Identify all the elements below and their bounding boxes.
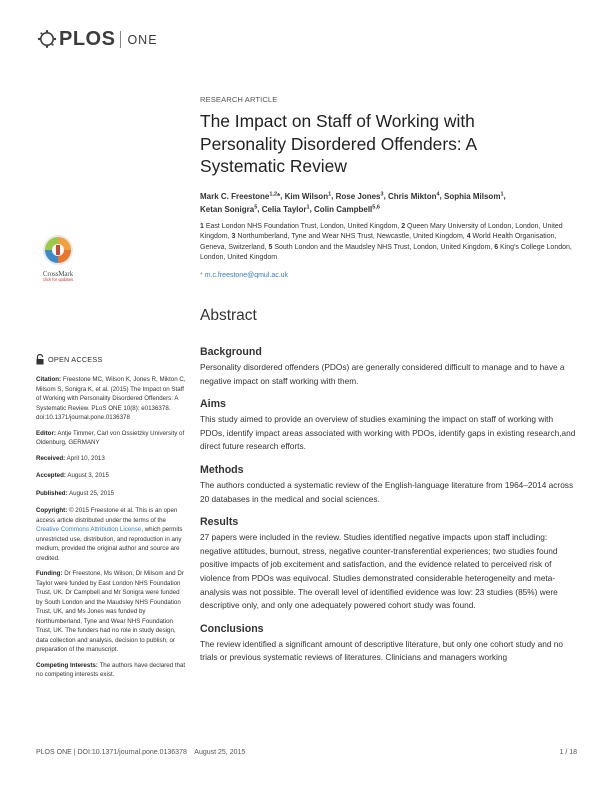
editor-block [36,429,186,448]
funding-text: Dr Freestone, Ms Wilson, Dr Milsom and Dr Taylor were funded by East London NHS Foundation Trust, UK. Dr Campbell and Mr Sonigra were funded by South London and the Maudsley NHS Foundation Trust, UK, and Ms Jones was funded by Northumberland, Tyne and Wear NHS Foundation Trust, UK. The funders had no role in study design, data collection and analysis, decision to publish, or preparation of the manuscript. [36,570,184,653]
section-text: The authors conducted a systematic review of the English-language literature from 1964–2014 across 20 databases in the medical and social sciences. [200,479,574,504]
logo-divider [120,31,121,48]
author-affiliation-sup: 5,6 [372,204,380,211]
copyright-label: Copyright: [36,507,68,514]
plos-logo-icon [36,29,58,49]
author-affiliation-sup: 3 [380,191,384,197]
competing-text: The authors have declared that no competing interests exist. [36,661,186,678]
abstract-section-background [200,346,577,388]
footer-date: August 25, 2015 [194,749,246,756]
received-block [36,454,186,464]
author-name: Chris Mikton [388,191,437,201]
funding-block [36,569,186,655]
affiliation-number: 5 [268,243,273,251]
citation-block [36,375,186,423]
open-access-badge [36,354,103,365]
funding-label: Funding: [36,570,63,577]
abstract-body [200,346,577,665]
crossmark-sublabel: click for updates [42,277,74,282]
author-affiliation-sup: 1 [328,191,332,197]
email-marker: * [200,272,203,279]
accepted-label: Accepted: [36,472,66,479]
author-affiliation-sup: 5 [254,204,258,211]
author [262,205,310,214]
affiliation-text: King's College London, London, United Kingdom [200,243,572,262]
accepted-date: August 3, 2015 [67,472,109,479]
author-name: Colin Campbell [314,204,373,214]
corresponding-email [200,272,577,279]
abstract-section-results [200,516,577,613]
author-name: Kim Wilson [284,191,329,201]
citation-text: Freestone MC, Wilson K, Jones R, Mikton C, Milsom S, Sonigra K, et al. (2015) The Impact on Staff of Working with Personality Disordered Offenders: A Systematic Review. PLoS ONE 10(8): e0136378. doi:10.1371/journal.pone.0136378 [36,376,186,421]
abstract-section-conclusions [200,623,577,665]
received-date: April 10, 2013 [66,454,105,462]
journal-logo [36,27,158,51]
corresponding-mark: * [277,191,281,201]
page-footer [36,749,577,756]
abstract-section-aims [200,398,577,454]
abstract-heading: Abstract [200,307,257,324]
affiliation-text: Queen Mary University of London, London, United Kingdom, [200,223,563,241]
editor-text: Antje Timmer, Carl von Ossietzky University of Oldenburg, GERMANY [36,429,185,446]
affiliation-text: South London and the Maudsley NHS Trust, London, United Kingdom, [272,243,495,251]
affiliation-number: 4 [466,233,471,241]
published-block [36,489,186,499]
author [388,192,440,201]
affiliation-number: 1 [200,223,204,230]
editor-label: Editor: [36,429,56,437]
author [200,205,257,214]
footer-citation: PLOS ONE | DOI:10.1371/journal.pone.0136378 [36,749,187,756]
author-name: Celia Taylor [261,204,307,214]
author [285,192,332,201]
section-heading: Methods [200,463,244,476]
section-text: 27 papers were included in the review. Studies identified negative impacts upon staff including: negative attitudes, burnout, stress, negative counter-transferential experiences; two studies found positive impacts of job excitement and satisfaction, and the evidence related to perceived risk of violence from PDOs was equivocal. Studies demonstrated considerable heterogeneity and meta-analysis was not possible. The overall level of identified evidence was low: 23 studies (85%) were descriptive only, and only one adequately powered cohort study was found. [200,532,558,611]
email-link[interactable]: m.c.freestone@qmul.ac.uk [204,272,289,279]
section-heading: Aims [200,398,226,411]
author [444,192,504,201]
author-affiliation-sup: 1 [306,204,310,211]
crossmark-badge[interactable] [36,234,80,282]
copyright-block [36,506,186,563]
logo-one-text: ONE [127,33,158,47]
page-number: 1 / 18 [559,749,577,756]
published-date: August 25, 2015 [69,489,115,497]
section-text: Personality disordered offenders (PDOs) are generally considered difficult to manage and to have a negative impact on staff working with them. [200,362,565,386]
citation-label: Citation: [36,376,62,383]
crossmark-label: CrossMark [42,271,74,278]
author-name: Ketan Sonigra [200,204,255,214]
article-type-label: RESEARCH ARTICLE [200,95,278,104]
section-heading: Results [200,516,239,529]
copyright-text-1: © 2015 Freestone et al. This is an open access article distributed under the terms of the [36,507,178,524]
copyright-text-2: , which permits unrestricted use, distribution, and reproduction in any medium, provided the original author and source are credited. [36,526,183,562]
logo-plos-text: PLOS [59,27,116,50]
section-heading: Background [200,346,262,358]
author-name: Mark C. Freestone [200,191,270,201]
open-lock-icon [36,354,44,365]
received-label: Received: [36,454,66,462]
author [314,205,380,214]
author [336,192,384,201]
affiliation-number: 6 [494,243,499,251]
accepted-block [36,471,186,481]
section-text: The review identified a significant amount of descriptive literature, but only one cohort study and no trials or previous systematic reviews of literatures. Clinicians and managers working [200,638,563,663]
competing-label: Competing Interests: [36,661,98,669]
affiliation-number: 3 [231,233,236,241]
author-list: Mark C. Freestone$^{1,2}$*, Kim Wilson$^1$, Rose Jones$^3$, Chris Mikton$^4$, Sophia Milsom$^1$, Ketan Sonigra$^5$, Celia Taylor$^1$, Colin Campbell$^{5,6}$ [200,191,506,214]
section-text: This study aimed to provide an overview of studies examining the impact on staff of working with PDOs, identify impact areas associated with working with PDOs, identify gaps in existing research,and direct future research efforts. [200,414,576,452]
license-link[interactable]: Creative Commons Attribution License [36,526,142,533]
crossmark-icon [42,234,74,270]
affiliation-text: World Health Organisation, Geneva, Switzerland, [200,233,557,251]
affiliation [200,223,401,230]
section-heading: Conclusions [200,622,264,635]
competing-interests-block [36,661,186,680]
article-metadata [36,375,186,680]
published-label: Published: [36,489,68,497]
affiliation-number: 2 [401,223,406,230]
author-affiliation-sup: 1 [500,191,504,197]
open-access-label: OPEN ACCESS [48,355,103,364]
affiliation-text: Northumberland, Tyne and Wear NHS Trust, Newcastle, United Kingdom, [235,233,467,241]
affiliation [232,233,467,240]
affiliation-text: East London NHS Foundation Trust, London, United Kingdom, [203,223,402,230]
affiliations [200,222,577,264]
affiliation [268,244,494,251]
author [200,192,280,201]
author-name: Sophia Milsom [443,191,501,201]
article-title: The Impact on Staff of Working with Personality Disordered Offenders: A Systematic Review [200,111,477,176]
author-affiliation-sup: 1,2 [269,191,278,197]
author-name: Rose Jones [335,191,381,201]
abstract-section-methods [200,464,577,506]
author-affiliation-sup: 4 [436,191,440,197]
